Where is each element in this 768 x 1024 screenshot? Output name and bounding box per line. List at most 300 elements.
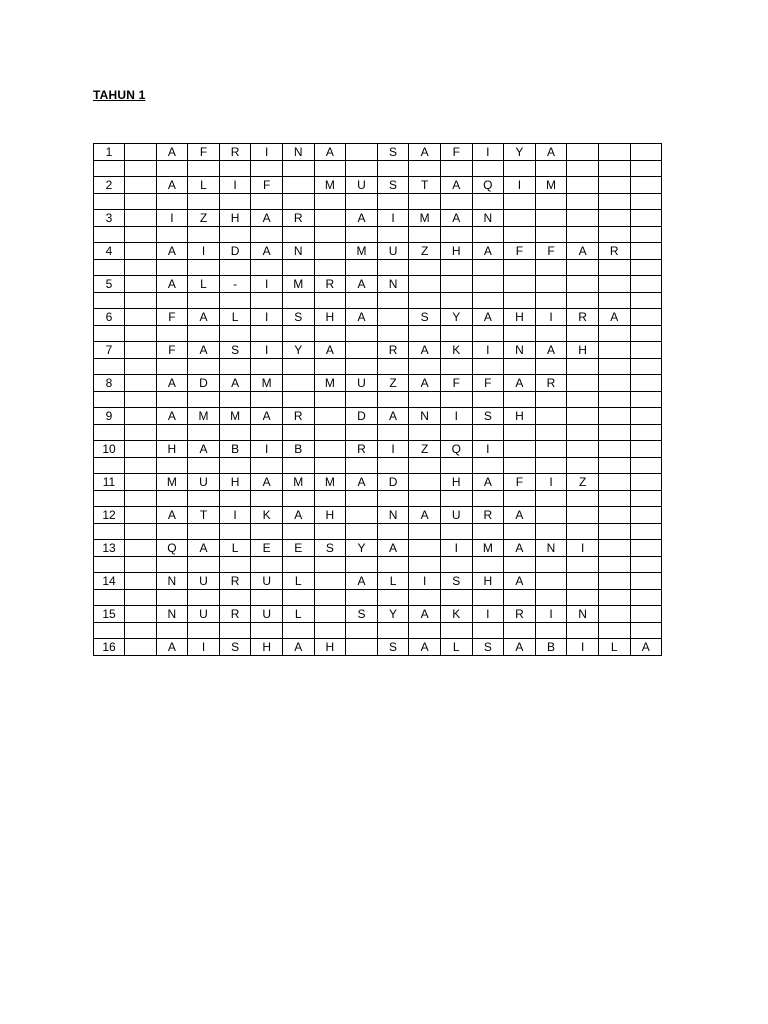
spacer-cell [346, 260, 378, 276]
letter-cell: U [251, 573, 283, 590]
letter-cell: R [472, 507, 504, 524]
letter-cell: A [377, 408, 409, 425]
letter-cell: A [504, 639, 536, 656]
letter-cell [125, 507, 157, 524]
spacer-cell [504, 161, 536, 177]
spacer-cell [219, 326, 251, 342]
spacer-cell [409, 557, 441, 573]
spacer-cell [567, 293, 599, 309]
letter-cell: H [314, 507, 346, 524]
letter-cell: L [598, 639, 630, 656]
row-number: 9 [94, 408, 125, 425]
spacer-cell [346, 623, 378, 639]
row-number: 16 [94, 639, 125, 656]
spacer-row [94, 326, 662, 342]
letter-cell: U [346, 375, 378, 392]
spacer-cell [630, 590, 662, 606]
letter-cell [314, 573, 346, 590]
letter-cell [598, 144, 630, 161]
letter-cell: S [346, 606, 378, 623]
letter-cell: A [472, 243, 504, 260]
spacer-cell [409, 194, 441, 210]
letter-cell [567, 375, 599, 392]
spacer-cell [251, 326, 283, 342]
letter-cell: I [567, 540, 599, 557]
letter-cell [314, 606, 346, 623]
spacer-cell [535, 557, 567, 573]
letter-cell: S [472, 408, 504, 425]
grid-row [94, 243, 662, 260]
letter-cell: A [188, 441, 220, 458]
letter-cell [125, 342, 157, 359]
letter-cell: B [219, 441, 251, 458]
letter-cell: A [282, 507, 314, 524]
spacer-cell [377, 293, 409, 309]
letter-cell: M [188, 408, 220, 425]
spacer-cell [598, 491, 630, 507]
spacer-row [94, 194, 662, 210]
spacer-cell [598, 524, 630, 540]
spacer-cell [567, 557, 599, 573]
spacer-cell [94, 260, 125, 276]
letter-cell: Z [409, 243, 441, 260]
letter-cell: E [251, 540, 283, 557]
letter-cell: R [598, 243, 630, 260]
letter-cell: R [567, 309, 599, 326]
letter-cell [630, 210, 662, 227]
spacer-cell [567, 425, 599, 441]
letter-cell: D [188, 375, 220, 392]
spacer-cell [282, 590, 314, 606]
spacer-cell [156, 326, 188, 342]
spacer-cell [440, 359, 472, 375]
letter-cell: S [314, 540, 346, 557]
letter-cell [125, 573, 157, 590]
letter-cell: A [219, 375, 251, 392]
grid-row [94, 210, 662, 227]
letter-cell: R [535, 375, 567, 392]
letter-cell [504, 210, 536, 227]
letter-cell: L [188, 276, 220, 293]
letter-cell: A [504, 573, 536, 590]
spacer-row [94, 161, 662, 177]
grid-row [94, 639, 662, 656]
row-number: 5 [94, 276, 125, 293]
spacer-cell [282, 293, 314, 309]
letter-cell: N [377, 507, 409, 524]
spacer-cell [282, 326, 314, 342]
letter-cell [598, 177, 630, 194]
letter-cell: H [504, 408, 536, 425]
row-number: 8 [94, 375, 125, 392]
row-number: 1 [94, 144, 125, 161]
spacer-cell [219, 161, 251, 177]
letter-cell: H [567, 342, 599, 359]
spacer-cell [251, 392, 283, 408]
letter-cell: L [282, 573, 314, 590]
letter-cell: H [251, 639, 283, 656]
letter-cell: A [409, 375, 441, 392]
spacer-cell [94, 326, 125, 342]
spacer-cell [377, 392, 409, 408]
spacer-cell [567, 326, 599, 342]
spacer-cell [598, 293, 630, 309]
spacer-cell [156, 524, 188, 540]
letter-cell: A [346, 573, 378, 590]
letter-cell: N [282, 243, 314, 260]
spacer-cell [504, 392, 536, 408]
spacer-cell [346, 392, 378, 408]
spacer-cell [346, 359, 378, 375]
spacer-cell [346, 425, 378, 441]
spacer-cell [219, 458, 251, 474]
spacer-cell [567, 458, 599, 474]
letter-cell: M [314, 375, 346, 392]
spacer-row [94, 623, 662, 639]
spacer-cell [535, 425, 567, 441]
row-number: 13 [94, 540, 125, 557]
spacer-cell [630, 293, 662, 309]
spacer-cell [472, 458, 504, 474]
spacer-cell [188, 227, 220, 243]
spacer-cell [251, 524, 283, 540]
spacer-cell [346, 458, 378, 474]
spacer-cell [535, 491, 567, 507]
spacer-cell [630, 557, 662, 573]
letter-cell [409, 276, 441, 293]
spacer-cell [472, 491, 504, 507]
spacer-cell [282, 392, 314, 408]
letter-cell: Q [472, 177, 504, 194]
spacer-cell [219, 425, 251, 441]
spacer-cell [125, 326, 157, 342]
letter-cell: A [156, 639, 188, 656]
spacer-cell [125, 458, 157, 474]
letter-cell [630, 375, 662, 392]
letter-cell [409, 474, 441, 491]
letter-cell: A [377, 540, 409, 557]
letter-cell [346, 144, 378, 161]
letter-cell [598, 210, 630, 227]
spacer-cell [251, 557, 283, 573]
grid-row [94, 540, 662, 557]
spacer-cell [377, 590, 409, 606]
spacer-cell [377, 425, 409, 441]
letter-cell: I [219, 507, 251, 524]
letter-cell: A [409, 144, 441, 161]
letter-cell: L [282, 606, 314, 623]
spacer-cell [94, 293, 125, 309]
letter-cell: R [282, 210, 314, 227]
spacer-cell [156, 458, 188, 474]
letter-cell [630, 408, 662, 425]
spacer-cell [630, 458, 662, 474]
letter-cell [314, 243, 346, 260]
spacer-cell [409, 161, 441, 177]
spacer-cell [219, 623, 251, 639]
spacer-cell [282, 161, 314, 177]
letter-cell [598, 342, 630, 359]
letter-cell: F [504, 243, 536, 260]
letter-cell: R [346, 441, 378, 458]
letter-cell: F [156, 309, 188, 326]
spacer-cell [535, 458, 567, 474]
letter-cell [598, 375, 630, 392]
letter-cell: M [314, 177, 346, 194]
row-number: 14 [94, 573, 125, 590]
spacer-cell [251, 161, 283, 177]
spacer-cell [630, 260, 662, 276]
spacer-cell [125, 623, 157, 639]
letter-cell: I [188, 639, 220, 656]
spacer-cell [346, 326, 378, 342]
row-number: 6 [94, 309, 125, 326]
spacer-cell [440, 590, 472, 606]
letter-cell: F [188, 144, 220, 161]
grid-row [94, 606, 662, 623]
spacer-cell [472, 293, 504, 309]
spacer-cell [156, 359, 188, 375]
spacer-cell [156, 227, 188, 243]
letter-cell: I [251, 276, 283, 293]
spacer-cell [156, 623, 188, 639]
letter-cell: U [251, 606, 283, 623]
grid-body [94, 144, 662, 656]
spacer-cell [314, 260, 346, 276]
letter-cell [598, 408, 630, 425]
letter-cell: A [504, 507, 536, 524]
spacer-cell [598, 260, 630, 276]
spacer-cell [346, 524, 378, 540]
spacer-cell [314, 623, 346, 639]
spacer-cell [346, 194, 378, 210]
letter-cell: F [251, 177, 283, 194]
letter-cell [598, 474, 630, 491]
letter-cell: Y [504, 144, 536, 161]
letter-cell: R [314, 276, 346, 293]
spacer-cell [598, 425, 630, 441]
spacer-cell [409, 425, 441, 441]
letter-cell [125, 210, 157, 227]
letter-cell: I [472, 606, 504, 623]
letter-cell: S [440, 573, 472, 590]
letter-cell: S [409, 309, 441, 326]
spacer-row [94, 227, 662, 243]
letter-cell: I [377, 210, 409, 227]
spacer-cell [440, 557, 472, 573]
letter-cell [535, 276, 567, 293]
letter-cell [630, 540, 662, 557]
grid-row [94, 342, 662, 359]
letter-cell: A [251, 210, 283, 227]
spacer-cell [630, 161, 662, 177]
spacer-cell [125, 260, 157, 276]
letter-cell: N [504, 342, 536, 359]
letter-cell: I [472, 342, 504, 359]
grid-row [94, 276, 662, 293]
spacer-cell [219, 359, 251, 375]
spacer-cell [472, 425, 504, 441]
row-number: 11 [94, 474, 125, 491]
spacer-cell [94, 194, 125, 210]
spacer-cell [188, 359, 220, 375]
spacer-cell [282, 491, 314, 507]
letter-cell: N [156, 573, 188, 590]
spacer-cell [472, 392, 504, 408]
letter-cell [535, 441, 567, 458]
spacer-cell [125, 392, 157, 408]
letter-cell [598, 606, 630, 623]
letter-cell: Z [377, 375, 409, 392]
spacer-cell [504, 524, 536, 540]
spacer-cell [598, 227, 630, 243]
grid-row [94, 309, 662, 326]
spacer-cell [251, 590, 283, 606]
spacer-cell [409, 524, 441, 540]
spacer-cell [377, 557, 409, 573]
letter-cell: - [219, 276, 251, 293]
letter-cell [125, 276, 157, 293]
letter-cell: A [630, 639, 662, 656]
spacer-cell [314, 194, 346, 210]
spacer-cell [567, 590, 599, 606]
letter-cell [125, 177, 157, 194]
letter-cell: I [440, 408, 472, 425]
letter-cell: I [219, 177, 251, 194]
spacer-cell [94, 590, 125, 606]
letter-cell: S [282, 309, 314, 326]
spacer-cell [472, 623, 504, 639]
spacer-cell [219, 557, 251, 573]
spacer-cell [125, 359, 157, 375]
spacer-cell [567, 227, 599, 243]
spacer-cell [535, 260, 567, 276]
letter-cell: R [377, 342, 409, 359]
spacer-cell [346, 161, 378, 177]
letter-cell: I [251, 309, 283, 326]
letter-cell: A [409, 342, 441, 359]
letter-cell: A [251, 408, 283, 425]
spacer-cell [188, 260, 220, 276]
letter-cell [535, 573, 567, 590]
letter-cell: A [440, 210, 472, 227]
letter-cell: Z [409, 441, 441, 458]
spacer-cell [630, 359, 662, 375]
letter-cell [125, 606, 157, 623]
letter-cell: A [282, 639, 314, 656]
spacer-cell [409, 359, 441, 375]
letter-cell: S [377, 639, 409, 656]
letter-cell: Y [346, 540, 378, 557]
letter-cell: T [188, 507, 220, 524]
spacer-cell [282, 458, 314, 474]
letter-cell: U [188, 606, 220, 623]
letter-cell: I [156, 210, 188, 227]
spacer-cell [598, 590, 630, 606]
letter-cell [598, 507, 630, 524]
letter-cell [535, 408, 567, 425]
spacer-row [94, 425, 662, 441]
letter-cell: D [219, 243, 251, 260]
letter-cell: A [156, 507, 188, 524]
spacer-cell [630, 623, 662, 639]
letter-cell: B [535, 639, 567, 656]
spacer-cell [377, 260, 409, 276]
spacer-cell [472, 260, 504, 276]
spacer-cell [409, 392, 441, 408]
spacer-cell [314, 227, 346, 243]
letter-cell: M [156, 474, 188, 491]
letter-cell: R [219, 573, 251, 590]
letter-cell: A [472, 309, 504, 326]
spacer-cell [535, 293, 567, 309]
letter-cell [125, 309, 157, 326]
spacer-cell [567, 161, 599, 177]
letter-cell [377, 309, 409, 326]
spacer-cell [504, 293, 536, 309]
spacer-cell [314, 458, 346, 474]
spacer-cell [125, 161, 157, 177]
spacer-cell [377, 524, 409, 540]
letter-cell [346, 342, 378, 359]
spacer-cell [94, 524, 125, 540]
spacer-cell [598, 194, 630, 210]
grid-row [94, 507, 662, 524]
letter-cell: H [156, 441, 188, 458]
spacer-cell [377, 326, 409, 342]
letter-cell: I [440, 540, 472, 557]
spacer-cell [156, 392, 188, 408]
letter-cell: D [346, 408, 378, 425]
spacer-cell [535, 326, 567, 342]
spacer-cell [251, 260, 283, 276]
spacer-cell [314, 293, 346, 309]
letter-cell: H [472, 573, 504, 590]
row-number: 4 [94, 243, 125, 260]
letter-cell [598, 276, 630, 293]
spacer-cell [125, 194, 157, 210]
spacer-cell [188, 557, 220, 573]
letter-cell: A [504, 375, 536, 392]
spacer-cell [567, 392, 599, 408]
spacer-cell [472, 557, 504, 573]
letter-cell: A [535, 342, 567, 359]
spacer-cell [440, 326, 472, 342]
letter-cell: I [377, 441, 409, 458]
spacer-cell [219, 392, 251, 408]
spacer-cell [409, 623, 441, 639]
letter-cell: I [251, 441, 283, 458]
letter-cell: K [440, 342, 472, 359]
spacer-cell [314, 392, 346, 408]
spacer-cell [630, 194, 662, 210]
spacer-cell [409, 491, 441, 507]
letter-cell: F [535, 243, 567, 260]
row-number: 15 [94, 606, 125, 623]
spacer-cell [156, 260, 188, 276]
spacer-cell [314, 491, 346, 507]
letter-cell: N [472, 210, 504, 227]
letter-cell: Z [567, 474, 599, 491]
letter-cell: U [440, 507, 472, 524]
spacer-cell [567, 359, 599, 375]
letter-cell: Q [156, 540, 188, 557]
row-number: 10 [94, 441, 125, 458]
spacer-cell [630, 392, 662, 408]
letter-cell: Y [440, 309, 472, 326]
letter-cell: A [598, 309, 630, 326]
spacer-cell [346, 557, 378, 573]
